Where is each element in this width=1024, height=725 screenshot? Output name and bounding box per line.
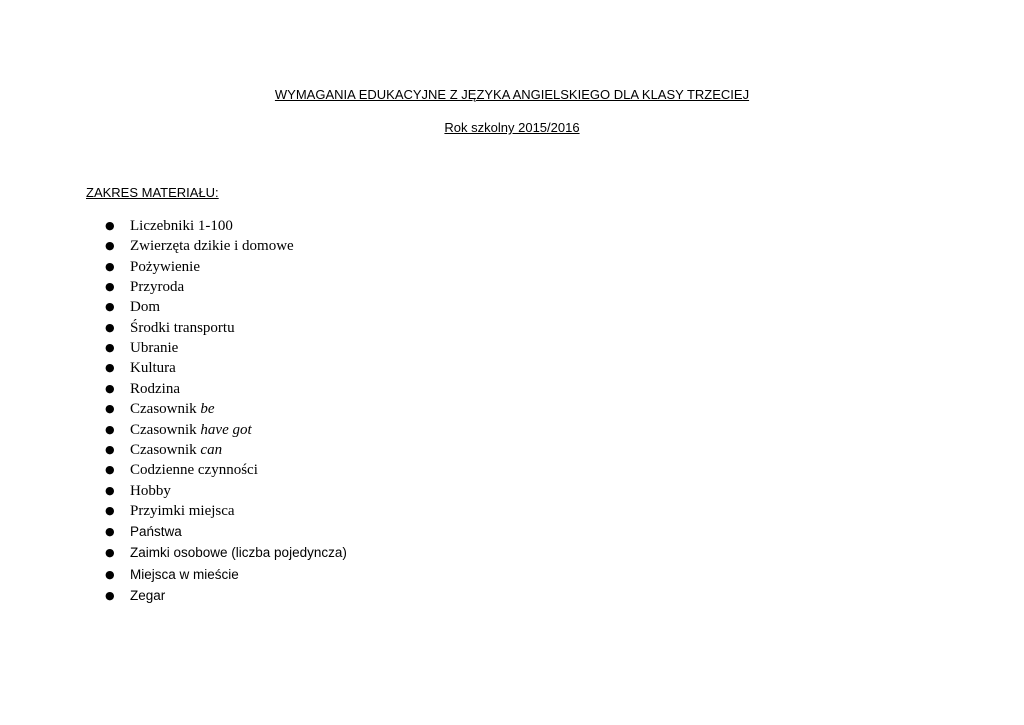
bullet-dot-icon: ● — [105, 463, 115, 476]
list-item-label — [130, 318, 235, 338]
bullet-dot-icon: ● — [105, 382, 115, 395]
list-item-label — [130, 297, 160, 317]
list-item-label — [130, 338, 178, 358]
list-item-emphasis: be — [200, 401, 215, 417]
list-item-label — [130, 420, 252, 440]
list-item-text: Czasownik — [130, 422, 201, 438]
bullet-dot-icon: ● — [105, 361, 115, 374]
list-item-label — [130, 236, 294, 256]
list-item-text: Zegar — [130, 588, 166, 603]
list-item-text: Środki transportu — [130, 320, 235, 336]
list-item-label — [130, 399, 215, 419]
list-item-text: Ubranie — [130, 340, 179, 356]
section-heading: ZAKRES MATERIAŁU: — [86, 185, 219, 200]
bullet-dot-icon: ● — [105, 546, 115, 559]
bullet-dot-icon: ● — [105, 402, 115, 415]
list-item-text: Liczebniki 1-100 — [130, 218, 233, 234]
bullet-dot-icon: ● — [105, 568, 115, 581]
list-item-text: Hobby — [130, 483, 171, 499]
list-item-label — [130, 379, 180, 399]
bullet-dot-icon: ● — [105, 423, 115, 436]
list-item-text: Dom — [130, 299, 160, 315]
list-item-text: Zaimki osobowe (liczba pojedyncza) — [130, 545, 347, 560]
list-item-label — [130, 277, 184, 297]
list-item-emphasis: have got — [200, 422, 252, 438]
list-item-text: Przyroda — [130, 279, 185, 295]
list-item-text: Zwierzęta dzikie i domowe — [130, 238, 294, 254]
list-item-text: Czasownik — [130, 401, 201, 417]
bullet-dot-icon: ● — [105, 300, 115, 313]
list-item-label — [130, 522, 182, 542]
list-item-text: Pożywienie — [130, 259, 200, 275]
list-item-label — [130, 481, 171, 501]
list-item-label — [130, 543, 347, 563]
list-item-text: Codzienne czynności — [130, 462, 258, 478]
bullet-dot-icon: ● — [105, 280, 115, 293]
list-item-emphasis: can — [200, 442, 223, 458]
list-item-text: Przyimki miejsca — [130, 503, 235, 519]
list-item-text: Czasownik — [130, 442, 201, 458]
list-item-label — [130, 257, 200, 277]
list-item-label — [130, 216, 233, 236]
list-item-label — [130, 586, 165, 606]
list-item-text: Miejsca w mieście — [130, 567, 239, 582]
bullet-dot-icon: ● — [105, 525, 115, 538]
list-item-label — [130, 565, 239, 585]
list-item-label — [130, 440, 222, 460]
bullet-dot-icon: ● — [105, 341, 115, 354]
bullet-dot-icon: ● — [105, 484, 115, 497]
document-title: WYMAGANIA EDUKACYJNE Z JĘZYKA ANGIELSKIEGO DLA KLASY TRZECIEJ — [274, 87, 750, 102]
list-item-label — [130, 460, 258, 480]
bullet-dot-icon: ● — [105, 443, 115, 456]
bullet-dot-icon: ● — [105, 239, 115, 252]
list-item-text: Kultura — [130, 360, 176, 376]
list-item-label — [130, 358, 176, 378]
bullet-dot-icon: ● — [105, 589, 115, 602]
list-item-text: Państwa — [130, 524, 182, 539]
bullet-dot-icon: ● — [105, 321, 115, 334]
list-item-text: Rodzina — [130, 381, 180, 397]
bullet-dot-icon: ● — [105, 504, 115, 517]
bullet-dot-icon: ● — [105, 219, 115, 232]
school-year: Rok szkolny 2015/2016 — [444, 120, 580, 135]
list-item-label — [130, 501, 235, 521]
bullet-dot-icon: ● — [105, 260, 115, 273]
